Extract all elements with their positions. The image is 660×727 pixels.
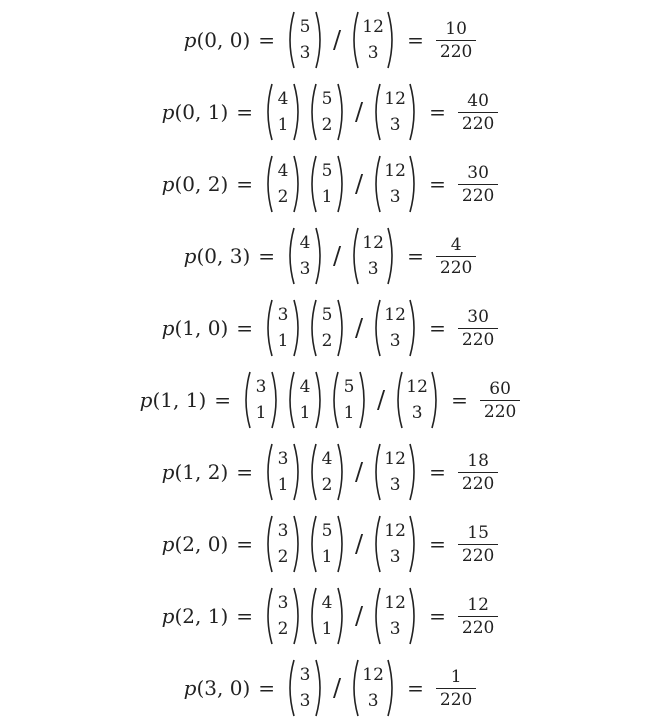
result-numerator: 15 — [467, 522, 489, 543]
equals-sign: = — [451, 388, 468, 412]
binomial-coefficient — [371, 153, 419, 215]
function-symbol: p — [183, 28, 197, 52]
result-numerator: 4 — [450, 234, 462, 255]
binomial-coefficient — [307, 513, 347, 575]
equation-lhs — [162, 172, 229, 196]
binomial-bottom: 1 — [321, 547, 333, 567]
result-denominator: 220 — [483, 401, 517, 422]
binomial-bottom: 3 — [367, 259, 379, 279]
equals-sign: = — [236, 100, 254, 124]
function-symbol: p — [161, 172, 175, 196]
result-fraction — [458, 306, 498, 351]
function-symbol: p — [183, 676, 197, 700]
binomial-top: 12 — [384, 89, 406, 109]
binomial-top: 5 — [321, 521, 333, 541]
binomial-coefficient — [371, 297, 419, 359]
equation — [140, 369, 521, 431]
close-paren: ) — [220, 460, 229, 484]
function-arguments: 1, 1 — [160, 388, 199, 412]
result-fraction — [458, 594, 498, 639]
result-fraction — [458, 450, 498, 495]
equation — [184, 657, 477, 719]
result-numerator: 12 — [467, 594, 489, 615]
equation — [162, 513, 499, 575]
division-slash: / — [333, 674, 342, 702]
result-denominator: 220 — [461, 617, 495, 638]
result-denominator: 220 — [461, 545, 495, 566]
function-arguments: 0, 0 — [204, 28, 243, 52]
binomial-bottom: 1 — [343, 403, 355, 423]
binomial-coefficient — [349, 657, 397, 719]
function-arguments: 0, 3 — [204, 244, 243, 268]
division-slash: / — [355, 602, 364, 630]
binomial-bottom: 2 — [321, 331, 333, 351]
function-arguments: 1, 0 — [182, 316, 221, 340]
equation-row — [0, 296, 660, 360]
equals-sign: = — [429, 172, 446, 196]
binomial-bottom: 1 — [321, 187, 333, 207]
equation-row — [0, 584, 660, 648]
binomial-coefficient — [371, 585, 419, 647]
equation — [162, 153, 499, 215]
binomial-coefficient — [349, 225, 397, 287]
equals-sign: = — [429, 532, 446, 556]
equation-lhs — [184, 676, 251, 700]
binomial-top: 12 — [362, 665, 384, 685]
equals-sign: = — [214, 388, 232, 412]
equation — [162, 297, 499, 359]
binomial-bottom: 2 — [321, 115, 333, 135]
equals-sign: = — [236, 604, 254, 628]
division-slash: / — [377, 386, 386, 414]
division-slash: / — [333, 26, 342, 54]
equation-lhs — [184, 244, 251, 268]
function-symbol: p — [161, 100, 175, 124]
result-denominator: 220 — [439, 689, 473, 710]
function-symbol: p — [161, 532, 175, 556]
binomial-coefficient — [263, 585, 303, 647]
function-arguments: 2, 1 — [182, 604, 221, 628]
binomial-bottom: 3 — [367, 691, 379, 711]
function-symbol: p — [161, 316, 175, 340]
equation-row — [0, 656, 660, 720]
equals-sign: = — [407, 244, 424, 268]
division-slash: / — [355, 170, 364, 198]
result-numerator: 30 — [467, 162, 489, 183]
open-paren: ( — [174, 172, 183, 196]
equation — [162, 441, 499, 503]
binomial-top: 3 — [299, 665, 311, 685]
result-fraction — [458, 162, 498, 207]
equals-sign: = — [429, 460, 446, 484]
result-denominator: 220 — [461, 329, 495, 350]
equals-sign: = — [429, 100, 446, 124]
close-paren: ) — [220, 604, 229, 628]
function-symbol: p — [139, 388, 153, 412]
result-numerator: 18 — [467, 450, 489, 471]
division-slash: / — [355, 530, 364, 558]
open-paren: ( — [174, 316, 183, 340]
function-arguments: 2, 0 — [182, 532, 221, 556]
binomial-top: 12 — [362, 17, 384, 37]
binomial-coefficient — [329, 369, 369, 431]
binomial-coefficient — [263, 513, 303, 575]
division-slash: / — [333, 242, 342, 270]
equals-sign: = — [429, 316, 446, 340]
binomial-bottom: 1 — [321, 619, 333, 639]
equals-sign: = — [236, 460, 254, 484]
binomial-top: 4 — [277, 161, 289, 181]
binomial-top: 12 — [384, 449, 406, 469]
equation-lhs — [162, 532, 229, 556]
binomial-bottom: 1 — [277, 331, 289, 351]
binomial-coefficient — [285, 657, 325, 719]
binomial-bottom: 3 — [299, 43, 311, 63]
binomial-coefficient — [307, 441, 347, 503]
binomial-top: 4 — [321, 593, 333, 613]
equation-row — [0, 512, 660, 576]
binomial-coefficient — [371, 513, 419, 575]
equation-lhs — [162, 100, 229, 124]
binomial-coefficient — [285, 225, 325, 287]
binomial-bottom: 1 — [299, 403, 311, 423]
binomial-top: 3 — [277, 593, 289, 613]
open-paren: ( — [152, 388, 161, 412]
equals-sign: = — [429, 604, 446, 628]
binomial-coefficient — [371, 441, 419, 503]
result-fraction — [480, 378, 520, 423]
result-fraction — [458, 90, 498, 135]
binomial-coefficient — [307, 297, 347, 359]
result-numerator: 1 — [450, 666, 462, 687]
binomial-coefficient — [263, 153, 303, 215]
result-numerator: 10 — [445, 18, 467, 39]
equation-row — [0, 8, 660, 72]
binomial-coefficient — [307, 585, 347, 647]
binomial-coefficient — [241, 369, 281, 431]
binomial-top: 3 — [277, 305, 289, 325]
close-paren: ) — [242, 28, 251, 52]
binomial-bottom: 1 — [277, 475, 289, 495]
binomial-top: 4 — [299, 233, 311, 253]
function-arguments: 0, 1 — [182, 100, 221, 124]
result-denominator: 220 — [439, 41, 473, 62]
result-fraction — [436, 18, 476, 63]
binomial-top: 3 — [255, 377, 267, 397]
open-paren: ( — [196, 676, 205, 700]
equation-row — [0, 152, 660, 216]
equals-sign: = — [407, 28, 424, 52]
binomial-coefficient — [371, 81, 419, 143]
equation-row — [0, 224, 660, 288]
binomial-bottom: 3 — [389, 331, 401, 351]
result-denominator: 220 — [461, 185, 495, 206]
result-numerator: 40 — [467, 90, 489, 111]
result-denominator: 220 — [461, 473, 495, 494]
binomial-bottom: 2 — [277, 619, 289, 639]
open-paren: ( — [196, 244, 205, 268]
binomial-bottom: 3 — [299, 259, 311, 279]
binomial-bottom: 3 — [367, 43, 379, 63]
binomial-top: 3 — [277, 449, 289, 469]
binomial-bottom: 1 — [255, 403, 267, 423]
binomial-top: 4 — [277, 89, 289, 109]
division-slash: / — [355, 314, 364, 342]
close-paren: ) — [220, 316, 229, 340]
function-symbol: p — [183, 244, 197, 268]
division-slash: / — [355, 98, 364, 126]
close-paren: ) — [242, 676, 251, 700]
result-fraction — [458, 522, 498, 567]
binomial-bottom: 1 — [277, 115, 289, 135]
open-paren: ( — [174, 532, 183, 556]
binomial-top: 5 — [321, 305, 333, 325]
close-paren: ) — [242, 244, 251, 268]
equals-sign: = — [236, 172, 254, 196]
open-paren: ( — [174, 604, 183, 628]
binomial-coefficient — [307, 81, 347, 143]
equation-lhs — [162, 604, 229, 628]
close-paren: ) — [220, 172, 229, 196]
division-slash: / — [355, 458, 364, 486]
close-paren: ) — [220, 532, 229, 556]
binomial-bottom: 2 — [277, 187, 289, 207]
binomial-top: 5 — [299, 17, 311, 37]
binomial-coefficient — [393, 369, 441, 431]
equals-sign: = — [258, 28, 276, 52]
equation-lhs — [162, 316, 229, 340]
binomial-coefficient — [349, 9, 397, 71]
result-fraction — [436, 234, 476, 279]
function-symbol: p — [161, 604, 175, 628]
binomial-top: 12 — [384, 593, 406, 613]
result-fraction — [436, 666, 476, 711]
binomial-bottom: 3 — [389, 187, 401, 207]
equation — [162, 585, 499, 647]
open-paren: ( — [174, 460, 183, 484]
function-arguments: 1, 2 — [182, 460, 221, 484]
equation-row — [0, 368, 660, 432]
result-numerator: 60 — [489, 378, 511, 399]
binomial-top: 12 — [384, 521, 406, 541]
binomial-top: 5 — [321, 89, 333, 109]
function-arguments: 3, 0 — [204, 676, 243, 700]
equation-row — [0, 80, 660, 144]
binomial-top: 12 — [362, 233, 384, 253]
binomial-coefficient — [263, 297, 303, 359]
binomial-coefficient — [263, 81, 303, 143]
binomial-bottom: 3 — [389, 475, 401, 495]
binomial-top: 12 — [406, 377, 428, 397]
binomial-coefficient — [285, 369, 325, 431]
binomial-top: 4 — [321, 449, 333, 469]
equals-sign: = — [407, 676, 424, 700]
close-paren: ) — [198, 388, 207, 412]
equals-sign: = — [236, 532, 254, 556]
function-symbol: p — [161, 460, 175, 484]
binomial-coefficient — [285, 9, 325, 71]
binomial-bottom: 2 — [277, 547, 289, 567]
result-numerator: 30 — [467, 306, 489, 327]
equals-sign: = — [236, 316, 254, 340]
binomial-top: 12 — [384, 161, 406, 181]
binomial-bottom: 3 — [411, 403, 423, 423]
equation-lhs — [162, 460, 229, 484]
equation — [162, 81, 499, 143]
equation — [184, 9, 477, 71]
equals-sign: = — [258, 676, 276, 700]
binomial-bottom: 3 — [389, 115, 401, 135]
equation — [184, 225, 477, 287]
open-paren: ( — [174, 100, 183, 124]
open-paren: ( — [196, 28, 205, 52]
binomial-top: 4 — [299, 377, 311, 397]
binomial-bottom: 3 — [299, 691, 311, 711]
result-denominator: 220 — [461, 113, 495, 134]
function-arguments: 0, 2 — [182, 172, 221, 196]
equation-lhs — [140, 388, 207, 412]
binomial-bottom: 2 — [321, 475, 333, 495]
binomial-coefficient — [307, 153, 347, 215]
binomial-top: 5 — [321, 161, 333, 181]
binomial-bottom: 3 — [389, 619, 401, 639]
binomial-bottom: 3 — [389, 547, 401, 567]
binomial-top: 12 — [384, 305, 406, 325]
equals-sign: = — [258, 244, 276, 268]
close-paren: ) — [220, 100, 229, 124]
equation-row — [0, 440, 660, 504]
result-denominator: 220 — [439, 257, 473, 278]
binomial-coefficient — [263, 441, 303, 503]
binomial-top: 3 — [277, 521, 289, 541]
equation-lhs — [184, 28, 251, 52]
binomial-top: 5 — [343, 377, 355, 397]
